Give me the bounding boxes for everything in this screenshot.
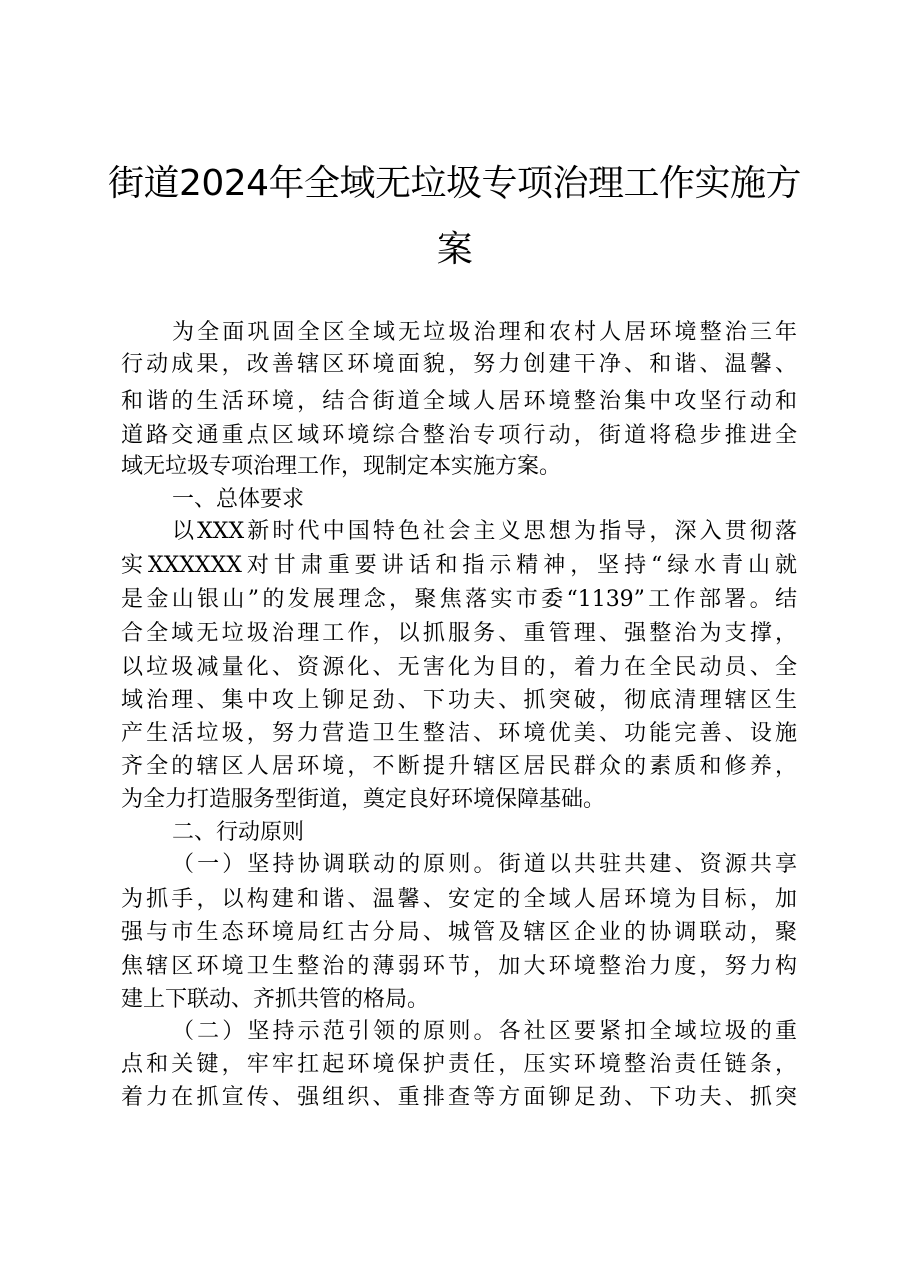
principle2-line: 着力在抓宣传、强组织、重排查等方面铆足劲、下功夫、抓突 <box>121 1085 797 1110</box>
intro-line: 道路交通重点区域环境综合整治专项行动，街道将稳步推进全 <box>121 423 797 448</box>
document-title-line-2: 案 <box>436 229 473 270</box>
principle1-line: 建上下联动、齐抓共管的格局。 <box>121 987 430 1012</box>
section1-line: 以垃圾减量化、资源化、无害化为目的，着力在全民动员、全 <box>121 655 797 680</box>
section-heading-action-principles: 二、行动原则 <box>172 820 305 845</box>
principle1-line: 强与市生态环境局红古分局、城管及辖区企业的协调联动，聚 <box>121 920 797 945</box>
section1-line: 实XXXXXX对甘肃重要讲话和指示精神，坚持“绿水青山就 <box>121 553 797 578</box>
document-title-line-1: 街道2024年全域无垃圾专项治理工作实施方 <box>107 163 802 204</box>
principle2-first-line <box>172 1017 797 1047</box>
principle2-line: 点和关键，牢牢扛起环境保护责任，压实环境整治责任链条， <box>121 1052 797 1077</box>
principle2-first-rest: 各社区要紧扣全域垃圾的重 <box>498 1019 797 1044</box>
intro-line: 域无垃圾专项治理工作，现制定本实施方案。 <box>121 454 562 479</box>
principle2-lead: （二）坚持示范引领的原则。 <box>172 1019 499 1044</box>
section-heading-overall-requirements: 一、总体要求 <box>172 487 305 512</box>
principle1-lead: （一）坚持协调联动的原则。 <box>172 852 499 877</box>
principle1-first-line <box>172 850 797 880</box>
section1-line: 为全力打造服务型街道，奠定良好环境保障基础。 <box>121 787 606 812</box>
intro-line: 和谐的生活环境，结合街道全域人居环境整治集中攻坚行动和 <box>121 389 797 414</box>
section1-line: 产生活垃圾，努力营造卫生整洁、环境优美、功能完善、设施 <box>121 721 797 746</box>
section1-line: 以XXX新时代中国特色社会主义思想为指导，深入贯彻落 <box>172 519 797 544</box>
section1-line: 是金山银山”的发展理念，聚焦落实市委“1139”工作部署。结 <box>121 587 797 612</box>
principle1-first-rest: 街道以共驻共建、资源共享 <box>498 852 797 877</box>
intro-line: 为全面巩固全区全域无垃圾治理和农村人居环境整治三年 <box>172 320 797 345</box>
section1-line: 域治理、集中攻上铆足劲、下功夫、抓突破，彻底清理辖区生 <box>121 688 797 713</box>
section1-line: 合全域无垃圾治理工作，以抓服务、重管理、强整治为支撑， <box>121 621 797 646</box>
section1-line: 齐全的辖区人居环境，不断提升辖区居民群众的素质和修养， <box>121 754 797 779</box>
intro-line: 行动成果，改善辖区环境面貌，努力创建干净、和谐、温馨、 <box>121 352 797 377</box>
principle1-line: 焦辖区环境卫生整治的薄弱环节，加大环境整治力度，努力构 <box>121 954 797 979</box>
principle1-line: 为抓手，以构建和谐、温馨、安定的全域人居环境为目标，加 <box>121 887 797 912</box>
